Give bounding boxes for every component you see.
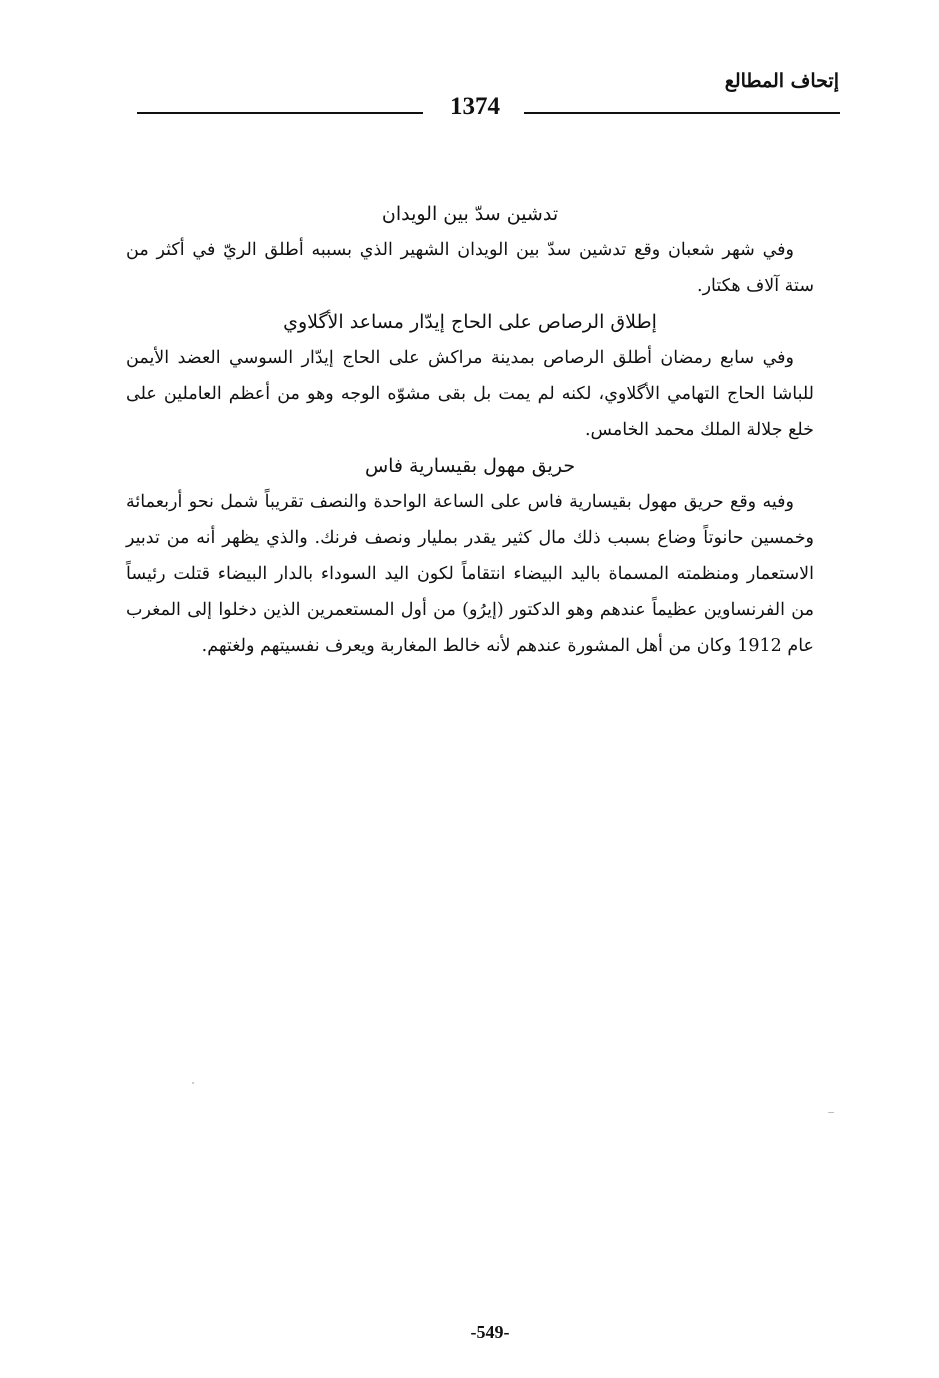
running-head: إتحاف المطالع — [724, 70, 839, 92]
section-title-shooting: إطلاق الرصاص على الحاج إيدّار مساعد الأگلاوي — [283, 311, 657, 333]
header-rule-left — [137, 112, 423, 114]
page-number: -549- — [470, 1322, 510, 1342]
year-heading: 1374 — [450, 93, 500, 120]
section-title-fire: حريق مهول بقيسارية فاس — [364, 455, 576, 477]
section-paragraph-dam: وفي شهر شعبان وقع تدشين سدّ بين الويدان الشهير الذي بسببه أطلق الريّ في أكثر من ستة آلاف هكتار. — [126, 240, 814, 296]
section-paragraph-shooting: وفي سابع رمضان أطلق الرصاص بمدينة مراكش على الحاج إيدّار السوسي العضد الأيمن للباشا الحاج التهامي الأگلاوي، لكنه لم يمت بل بقى مشوّه الوجه وهو من أعظم العاملين على خلع جلالة الملك محمد الخامس. — [126, 348, 814, 440]
section-title-dam: تدشين سدّ بين الويدان — [381, 203, 559, 225]
scan-speck — [828, 1112, 834, 1113]
section-paragraph-fire: وفيه وقع حريق مهول بقيسارية فاس على الساعة الواحدة والنصف تقريباً شمل نحو أربعمائة وخمسين حانوتاً وضاع بسبب ذلك مال كثير يقدر بمليار ونصف فرنك. والذي يظهر أنه من تدبير الاستعمار ومنظمته المسماة باليد البيضاء انتقاماً لكون اليد السوداء بالدار البيضاء قتلت رئيساً من الفرنساوين عظيماً عندهم وهو الدكتور (إيرُو) من أول المستعمرين الذين دخلوا إلى المغرب عام 1912 وكان من أهل المشورة عندهم لأنه خالط المغاربة ويعرف نفسيتهم ولغتهم. — [126, 492, 814, 656]
scan-speck — [192, 1082, 194, 1084]
page-body — [126, 196, 814, 664]
header-rule-right — [524, 112, 840, 114]
